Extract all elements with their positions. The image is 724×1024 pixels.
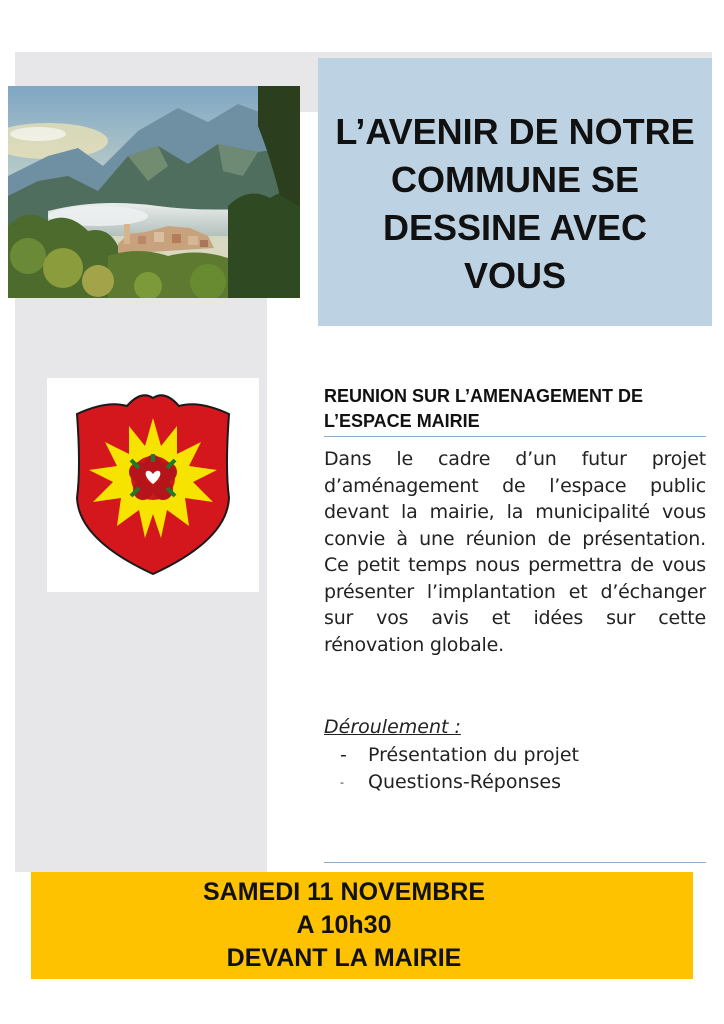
event-time: A 10h30 xyxy=(296,911,392,939)
list-item xyxy=(340,742,579,769)
schedule-label: Déroulement : xyxy=(324,716,461,738)
heading-divider xyxy=(324,436,706,437)
list-item-text: Questions-Réponses xyxy=(368,771,561,793)
list-item-text: Présentation du projet xyxy=(368,744,580,766)
section-heading: REUNION SUR L’AMENAGEMENT DE L’ESPACE MAIRIE xyxy=(324,386,644,431)
coat-of-arms xyxy=(47,378,259,592)
village-landscape-photo xyxy=(8,86,300,298)
title-box xyxy=(318,58,712,326)
bullet-dash: - xyxy=(340,744,347,766)
event-date: SAMEDI 11 NOVEMBRE xyxy=(202,878,485,906)
schedule-list xyxy=(340,742,579,796)
page-title: L’AVENIR DE NOTRE COMMUNE SE DESSINE AVEC VOUS xyxy=(335,111,695,296)
event-location: DEVANT LA MAIRIE xyxy=(226,944,462,972)
footer-divider xyxy=(324,862,706,863)
list-item xyxy=(340,769,579,796)
body-paragraph: Dans le cadre d’un futur projet d’aménagement de l’espace public devant la mairie, la municipalité vous convie à une réunion de présentation. Ce petit temps nous permettra de vous présenter l’implantation et d’échanger sur vos avis et idées sur cette rénovation globale. xyxy=(324,448,706,656)
event-banner xyxy=(31,872,693,979)
bullet-dash: - xyxy=(340,776,344,789)
